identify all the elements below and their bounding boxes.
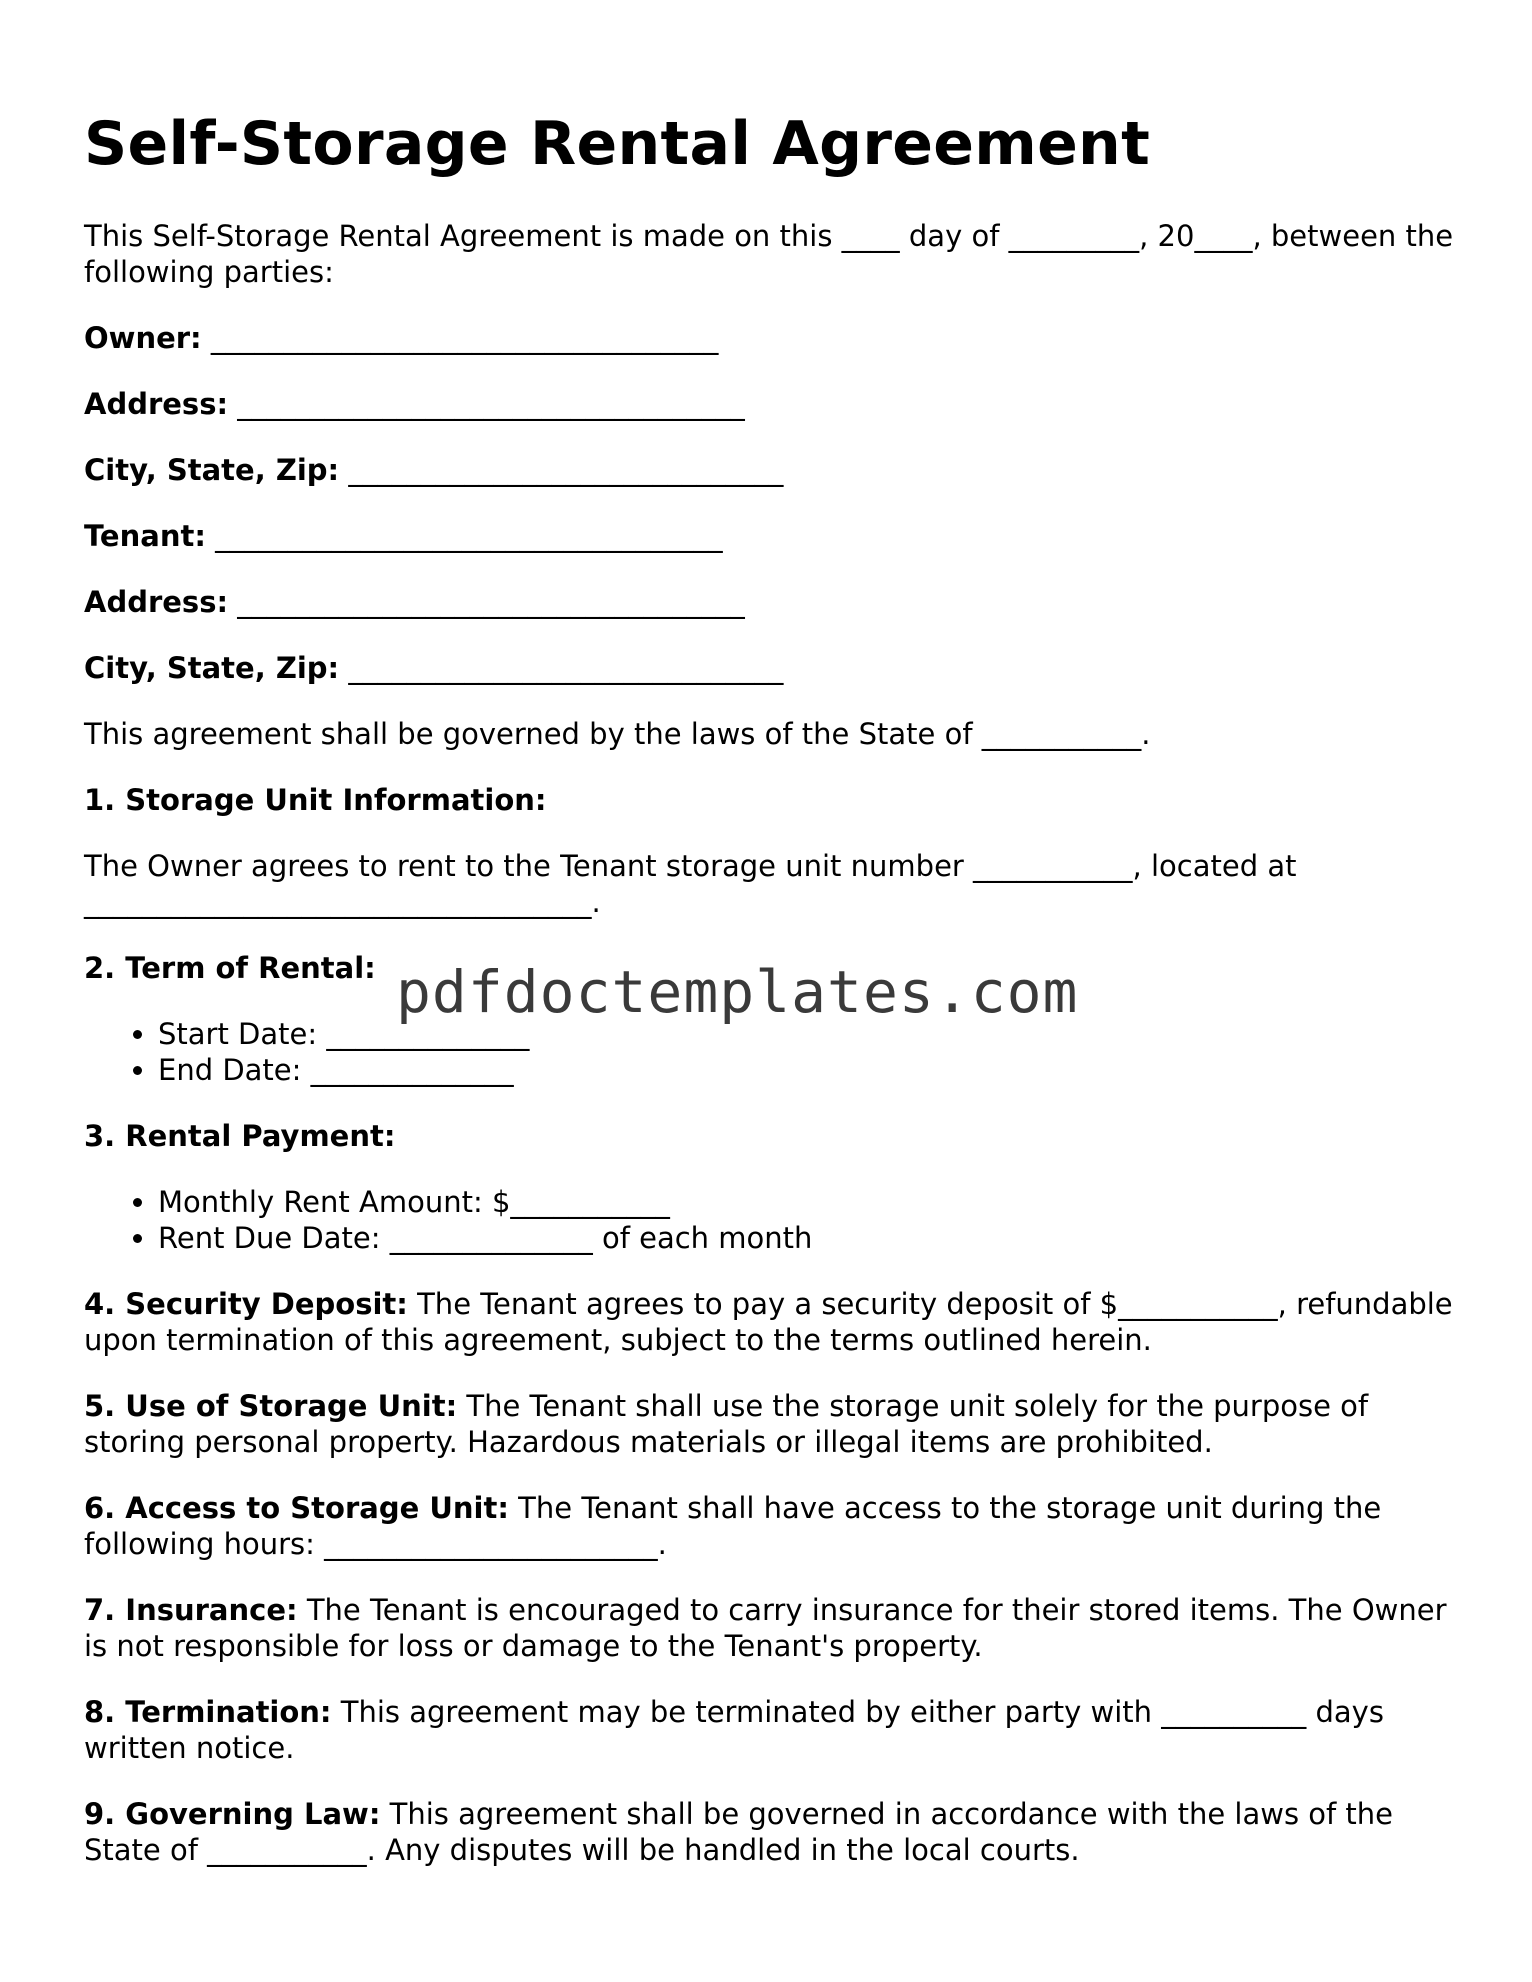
rent-due-item: • Rent Due Date: ______________ of each month (158, 1220, 1464, 1256)
owner-city-blank: ______________________________ (348, 453, 784, 487)
owner-label: Owner: (84, 321, 202, 355)
tenant-city-line (84, 650, 1464, 686)
clause-governing-law (84, 1796, 1464, 1868)
owner-blank: ___________________________________ (210, 321, 719, 355)
watermark-text: pdfdoctemplates.com (396, 958, 1079, 1026)
clause-use-of-unit (84, 1388, 1464, 1460)
clause-security-deposit (84, 1286, 1464, 1358)
clause-7-heading: 7. Insurance: (84, 1593, 298, 1627)
clause-insurance (84, 1592, 1464, 1664)
tenant-blank: ___________________________________ (215, 519, 723, 553)
tenant-city-label: City, State, Zip: (84, 651, 340, 685)
clause-4-heading: 4. Security Deposit: (84, 1287, 408, 1321)
clause-4-text: The Tenant agrees to pay a security deposit of $___________, refundable upon termination of this agreement, subject to the terms outlined herein. (84, 1287, 1453, 1357)
owner-address-blank: ___________________________________ (237, 387, 745, 421)
intro-paragraph: This Self-Storage Rental Agreement is made on this ____ day of _________, 20____, between the following parties: (84, 219, 1454, 289)
clause-5-text: The Tenant shall use the storage unit solely for the purpose of storing personal property. Hazardous materials or illegal items are prohibited. (84, 1389, 1369, 1459)
monthly-rent-item: • Monthly Rent Amount: $___________ (158, 1184, 1464, 1220)
term-list (84, 1016, 1464, 1088)
tenant-label: Tenant: (84, 519, 206, 553)
owner-address-line (84, 386, 1464, 422)
section-3-heading-text: 3. Rental Payment: (84, 1119, 396, 1153)
clause-5-heading: 5. Use of Storage Unit: (84, 1389, 458, 1423)
document-title: Self-Storage Rental Agreement (84, 109, 1151, 179)
clause-9-text: This agreement shall be governed in accordance with the laws of the State of ___________. Any disputes will be handled in the local courts. (84, 1797, 1394, 1867)
tenant-city-blank: ______________________________ (348, 651, 784, 685)
tenant-address-line (84, 584, 1464, 620)
clause-8-text: This agreement may be terminated by either party with __________ days written notice. (84, 1695, 1384, 1765)
section-3-heading (84, 1118, 1464, 1154)
payment-list (84, 1184, 1464, 1256)
tenant-line (84, 518, 1464, 554)
owner-city-label: City, State, Zip: (84, 453, 340, 487)
section-1-text: The Owner agrees to rent to the Tenant storage unit number ___________, located at ___________________________________. (84, 849, 1297, 919)
clause-access (84, 1490, 1464, 1562)
clause-6-text: The Tenant shall have access to the storage unit during the following hours: _______________________. (84, 1491, 1382, 1561)
tenant-address-label: Address: (84, 585, 229, 619)
owner-line (84, 320, 1464, 356)
end-date-item: • End Date: ______________ (158, 1052, 1464, 1088)
clause-6-heading: 6. Access to Storage Unit: (84, 1491, 509, 1525)
owner-address-label: Address: (84, 387, 229, 421)
section-2-heading-text: 2. Term of Rental: (84, 951, 376, 985)
clause-7-text: The Tenant is encouraged to carry insurance for their stored items. The Owner is not responsible for loss or damage to the Tenant's property. (84, 1593, 1447, 1663)
clause-8-heading: 8. Termination: (84, 1695, 332, 1729)
start-date-item: • Start Date: ______________ (158, 1016, 1464, 1052)
tenant-address-blank: ___________________________________ (237, 585, 745, 619)
section-1-heading (84, 782, 1464, 818)
clause-termination (84, 1694, 1464, 1766)
clause-9-heading: 9. Governing Law: (84, 1797, 381, 1831)
governing-intro: This agreement shall be governed by the laws of the State of ___________. (84, 717, 1151, 751)
owner-city-line (84, 452, 1464, 488)
section-1-heading-text: 1. Storage Unit Information: (84, 783, 547, 817)
